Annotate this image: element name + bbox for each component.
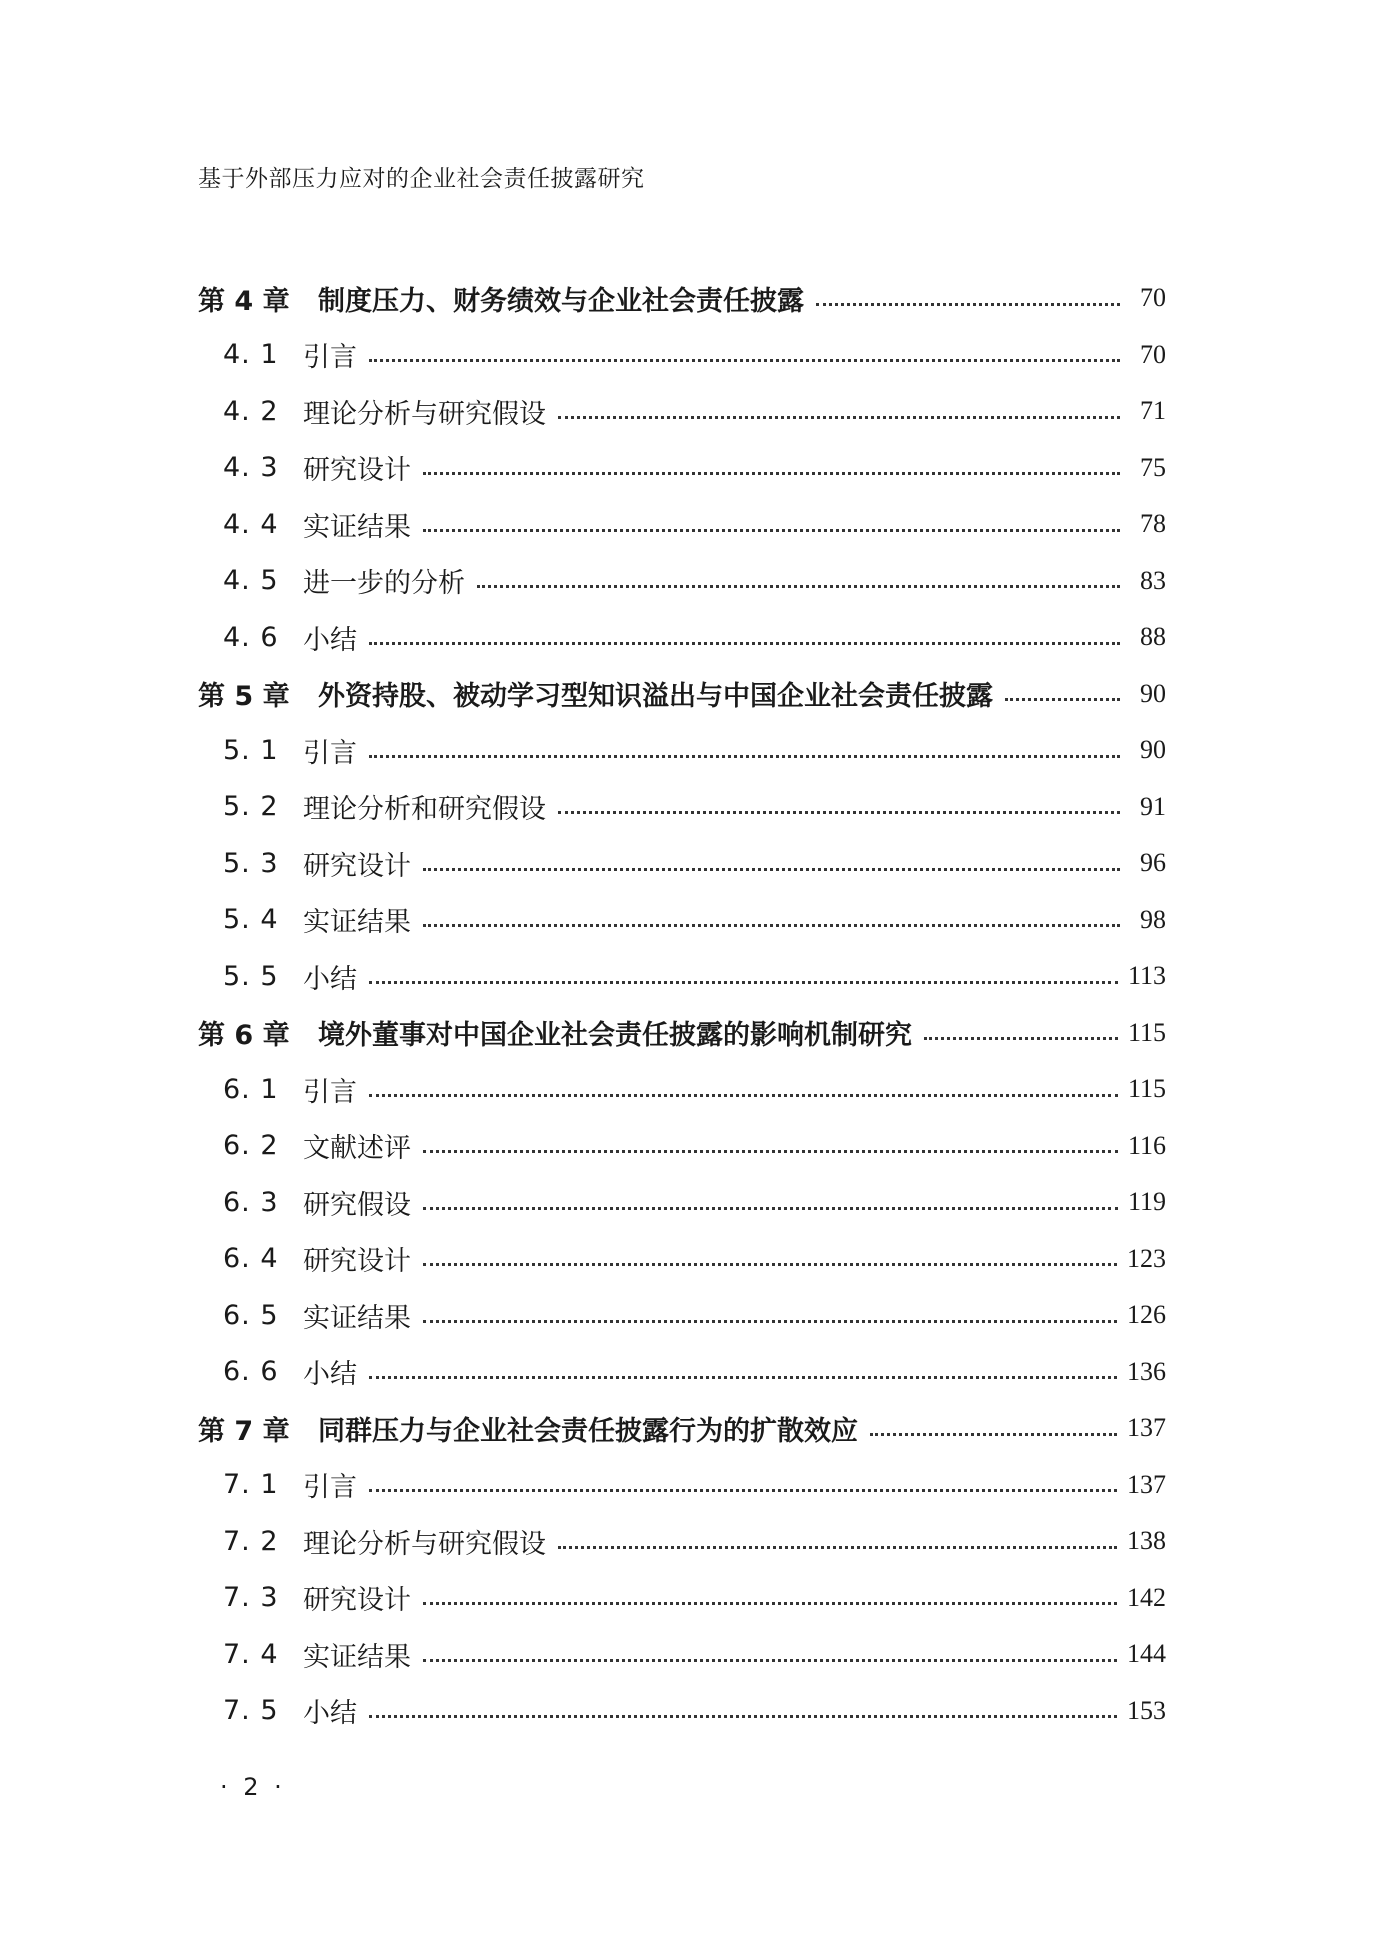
- toc-entry-page: 119: [1127, 1187, 1166, 1217]
- toc-entry-page: 90: [1140, 678, 1166, 708]
- toc-entry-page: 115: [1127, 1017, 1166, 1047]
- dot-leader: [369, 1697, 1117, 1724]
- toc-entry-title: 研究设计: [303, 850, 411, 882]
- toc-entry-page: 144: [1127, 1639, 1166, 1669]
- dot-leader: [369, 963, 1118, 990]
- toc-entry-title: 引言: [303, 737, 357, 769]
- toc-entry-number: 第 4 章: [198, 285, 290, 317]
- toc-chapter-row[interactable]: [198, 1400, 1166, 1457]
- toc-entry-number: 7. 1: [223, 1469, 279, 1501]
- toc-entry-title: 文献述评: [303, 1133, 411, 1165]
- toc-section-row[interactable]: [198, 1683, 1166, 1740]
- toc-entry-title: 研究设计: [303, 1585, 411, 1617]
- toc-entry-page: 88: [1140, 622, 1166, 652]
- toc-section-row[interactable]: [198, 1174, 1166, 1231]
- toc-entry-title: 同群压力与企业社会责任披露行为的扩散效应: [318, 1415, 858, 1447]
- toc-entry-number: 4. 1: [223, 339, 279, 371]
- toc-entry-number: 5. 2: [223, 791, 279, 823]
- dot-leader: [369, 737, 1120, 764]
- dot-leader: [816, 285, 1120, 312]
- toc-entry-title: 研究设计: [303, 1246, 411, 1278]
- toc-entry-title: 研究设计: [303, 455, 411, 487]
- toc-entry-title: 小结: [303, 1698, 357, 1730]
- toc-entry-number: 第 6 章: [198, 1020, 290, 1052]
- toc-entry-title: 小结: [303, 624, 357, 656]
- toc-entry-title: 实证结果: [303, 511, 411, 543]
- toc-entry-number: 5. 3: [223, 847, 279, 879]
- dot-leader: [369, 624, 1120, 651]
- toc-section-row[interactable]: [198, 892, 1166, 949]
- toc-entry-title: 小结: [303, 963, 357, 995]
- toc-entry-number: 5. 4: [223, 904, 279, 936]
- toc-section-row[interactable]: [198, 553, 1166, 610]
- dot-leader: [558, 398, 1120, 425]
- toc-entry-page: 98: [1140, 904, 1166, 934]
- dot-leader: [924, 1019, 1118, 1046]
- toc-entry-title: 小结: [303, 1359, 357, 1391]
- toc-entry-number: 第 5 章: [198, 681, 290, 713]
- toc-entry-title: 外资持股、被动学习型知识溢出与中国企业社会责任披露: [318, 681, 993, 713]
- toc-entry-title: 实证结果: [303, 1302, 411, 1334]
- toc-section-row[interactable]: [198, 1513, 1166, 1570]
- dot-leader: [369, 1358, 1117, 1385]
- toc-entry-title: 境外董事对中国企业社会责任披露的影响机制研究: [318, 1020, 912, 1052]
- toc-entry-number: 4. 3: [223, 452, 279, 484]
- toc-entry-title: 引言: [303, 1472, 357, 1504]
- toc-entry-page: 116: [1127, 1130, 1166, 1160]
- toc-section-row[interactable]: [198, 496, 1166, 553]
- toc-entry-title: 引言: [303, 1076, 357, 1108]
- dot-leader: [1005, 680, 1120, 707]
- toc-section-row[interactable]: [198, 1287, 1166, 1344]
- toc-entry-page: 136: [1127, 1356, 1166, 1386]
- toc-chapter-row[interactable]: [198, 270, 1166, 327]
- toc-section-row[interactable]: [198, 383, 1166, 440]
- page-number: · 2 ·: [220, 1773, 286, 1801]
- toc-section-row[interactable]: [198, 327, 1166, 384]
- toc-section-row[interactable]: [198, 609, 1166, 666]
- toc-entry-page: 96: [1140, 848, 1166, 878]
- toc-section-row[interactable]: [198, 1570, 1166, 1627]
- toc-entry-page: 70: [1140, 339, 1166, 369]
- toc-entry-page: 70: [1140, 283, 1166, 313]
- dot-leader: [423, 1302, 1117, 1329]
- toc-entry-number: 第 7 章: [198, 1415, 290, 1447]
- toc-entry-page: 75: [1140, 452, 1166, 482]
- dot-leader: [423, 511, 1120, 538]
- toc-entry-number: 6. 5: [223, 1299, 279, 1331]
- toc-entry-title: 实证结果: [303, 1641, 411, 1673]
- toc-entry-title: 研究假设: [303, 1189, 411, 1221]
- toc-entry-title: 进一步的分析: [303, 568, 465, 600]
- toc-section-row[interactable]: [198, 779, 1166, 836]
- toc-entry-page: 137: [1127, 1413, 1166, 1443]
- dot-leader: [477, 567, 1120, 594]
- toc-entry-page: 153: [1127, 1695, 1166, 1725]
- dot-leader: [369, 341, 1120, 368]
- toc-entry-title: 理论分析与研究假设: [303, 1528, 546, 1560]
- toc-entry-title: 实证结果: [303, 907, 411, 939]
- toc-entry-page: 91: [1140, 791, 1166, 821]
- toc-entry-number: 4. 2: [223, 395, 279, 427]
- toc-entry-title: 引言: [303, 342, 357, 374]
- toc-entry-number: 6. 4: [223, 1243, 279, 1275]
- toc-entry-number: 4. 4: [223, 508, 279, 540]
- toc-entry-number: 7. 5: [223, 1695, 279, 1727]
- toc-section-row[interactable]: [198, 1457, 1166, 1514]
- toc-chapter-row[interactable]: [198, 1005, 1166, 1062]
- toc-entry-title: 理论分析和研究假设: [303, 794, 546, 826]
- toc-entry-page: 115: [1127, 1074, 1166, 1104]
- toc-section-row[interactable]: [198, 948, 1166, 1005]
- dot-leader: [558, 793, 1120, 820]
- toc-entry-number: 5. 1: [223, 734, 279, 766]
- dot-leader: [423, 1641, 1117, 1668]
- toc-section-row[interactable]: [198, 1626, 1166, 1683]
- toc-entry-number: 6. 1: [223, 1073, 279, 1105]
- toc-entry-page: 90: [1140, 735, 1166, 765]
- toc-section-row[interactable]: [198, 1061, 1166, 1118]
- dot-leader: [369, 1076, 1118, 1103]
- toc-entry-page: 71: [1140, 396, 1166, 426]
- toc-entry-page: 137: [1127, 1469, 1166, 1499]
- table-of-contents: [198, 270, 1166, 1739]
- dot-leader: [423, 454, 1120, 481]
- toc-chapter-row[interactable]: [198, 666, 1166, 723]
- dot-leader: [423, 1245, 1117, 1272]
- toc-entry-page: 123: [1127, 1243, 1166, 1273]
- toc-section-row[interactable]: [198, 440, 1166, 497]
- toc-entry-number: 6. 6: [223, 1356, 279, 1388]
- toc-entry-page: 126: [1127, 1300, 1166, 1330]
- dot-leader: [423, 906, 1120, 933]
- toc-section-row[interactable]: [198, 1344, 1166, 1401]
- toc-section-row[interactable]: [198, 722, 1166, 779]
- toc-entry-number: 7. 2: [223, 1525, 279, 1557]
- dot-leader: [423, 1189, 1118, 1216]
- toc-entry-number: 7. 3: [223, 1582, 279, 1614]
- toc-entry-number: 7. 4: [223, 1638, 279, 1670]
- toc-entry-title: 制度压力、财务绩效与企业社会责任披露: [318, 285, 804, 317]
- toc-entry-number: 5. 5: [223, 960, 279, 992]
- dot-leader: [423, 1132, 1118, 1159]
- dot-leader: [369, 1471, 1117, 1498]
- toc-entry-page: 83: [1140, 565, 1166, 595]
- dot-leader: [558, 1528, 1117, 1555]
- toc-section-row[interactable]: [198, 835, 1166, 892]
- toc-entry-page: 113: [1127, 961, 1166, 991]
- dot-leader: [423, 850, 1120, 877]
- toc-entry-page: 142: [1127, 1582, 1166, 1612]
- toc-section-row[interactable]: [198, 1118, 1166, 1175]
- toc-entry-page: 138: [1127, 1526, 1166, 1556]
- toc-entry-number: 4. 5: [223, 565, 279, 597]
- toc-entry-number: 6. 3: [223, 1186, 279, 1218]
- toc-section-row[interactable]: [198, 1231, 1166, 1288]
- toc-entry-number: 6. 2: [223, 1130, 279, 1162]
- dot-leader: [423, 1584, 1117, 1611]
- toc-entry-number: 4. 6: [223, 621, 279, 653]
- dot-leader: [870, 1415, 1117, 1442]
- toc-entry-title: 理论分析与研究假设: [303, 398, 546, 430]
- running-header: 基于外部压力应对的企业社会责任披露研究: [198, 166, 645, 192]
- toc-entry-page: 78: [1140, 509, 1166, 539]
